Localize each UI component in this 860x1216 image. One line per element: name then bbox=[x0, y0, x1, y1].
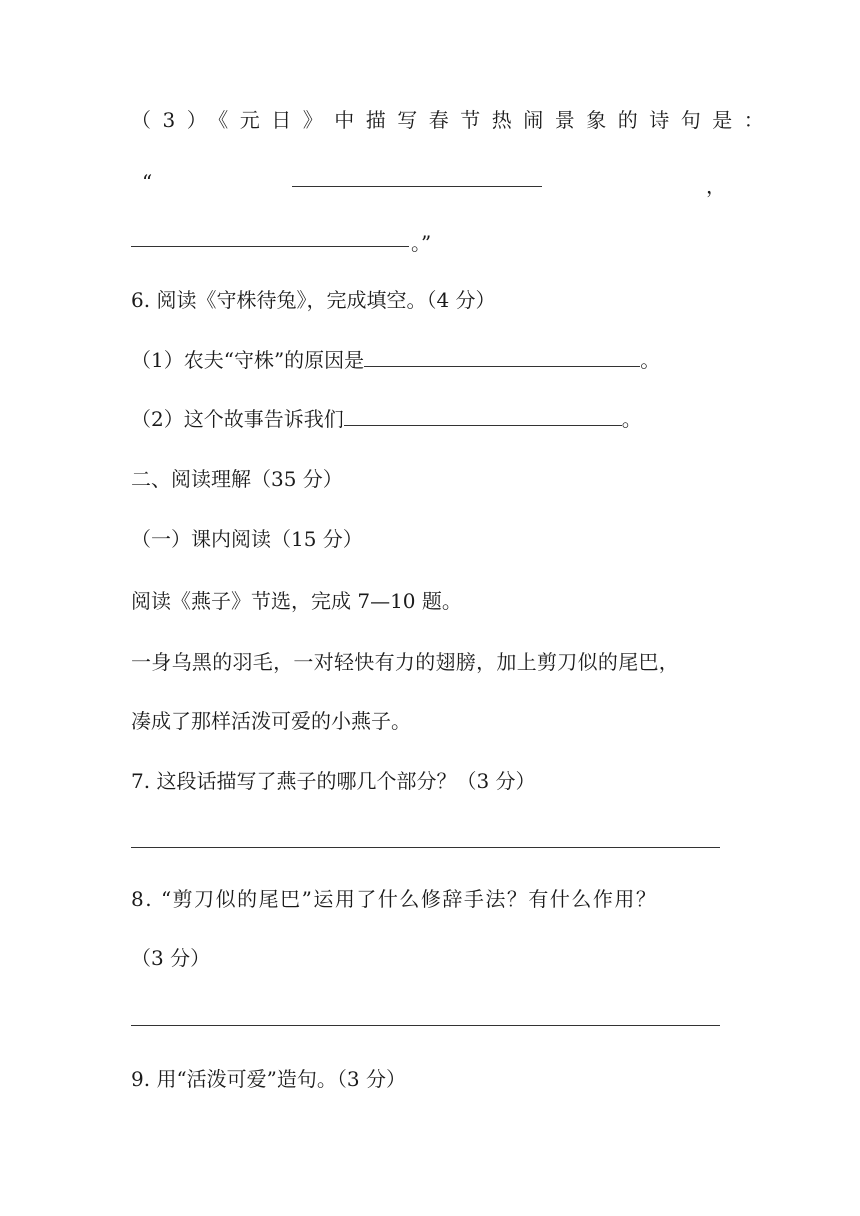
q6-sub2-blank[interactable] bbox=[344, 407, 622, 426]
q7-text: 7. 这段话描写了燕子的哪几个部分？（3 分） bbox=[131, 769, 536, 793]
q6-title: 6. 阅读《守株待兔》，完成填空。（4 分） bbox=[131, 288, 496, 312]
passage-line-2: 凑成了那样活泼可爱的小燕子。 bbox=[131, 709, 411, 733]
q6-sub1-suffix: 。 bbox=[640, 348, 661, 372]
q5-3-blank-1[interactable] bbox=[292, 186, 542, 187]
q6-sub2 bbox=[131, 407, 642, 431]
q7-answer-line[interactable] bbox=[131, 847, 720, 848]
q6-sub2-prefix: （2）这个故事告诉我们 bbox=[131, 407, 344, 431]
q5-3-end: 。” bbox=[411, 231, 432, 255]
q6-sub1 bbox=[131, 348, 660, 372]
q6-sub1-prefix: （1）农夫“守株”的原因是 bbox=[131, 348, 365, 372]
q6-sub1-blank[interactable] bbox=[364, 348, 640, 367]
q9-text: 9. 用“活泼可爱”造句。（3 分） bbox=[131, 1067, 406, 1091]
q5-3-blank-2[interactable] bbox=[131, 246, 409, 247]
q8-text-line-1: 8. “剪刀似的尾巴”运用了什么修辞手法？有什么作用？ bbox=[131, 887, 658, 911]
q5-3-comma: ， bbox=[706, 174, 726, 198]
q8-answer-line[interactable] bbox=[131, 1025, 720, 1026]
reading-instruction: 阅读《燕子》节选，完成 7—10 题。 bbox=[131, 589, 462, 613]
q5-3-open-quote: “ bbox=[142, 170, 153, 194]
section-2-part-1-title: （一）课内阅读（15 分） bbox=[131, 527, 363, 551]
section-2-title: 二、阅读理解（35 分） bbox=[131, 467, 343, 491]
q6-sub2-suffix: 。 bbox=[621, 407, 642, 431]
q8-text-line-2: （3 分） bbox=[131, 946, 211, 970]
passage-line-1: 一身乌黑的羽毛，一对轻快有力的翅膀，加上剪刀似的尾巴， bbox=[131, 650, 680, 674]
q5-3-prompt: （3）《元日》中描写春节热闹景象的诗句是： bbox=[131, 108, 776, 132]
